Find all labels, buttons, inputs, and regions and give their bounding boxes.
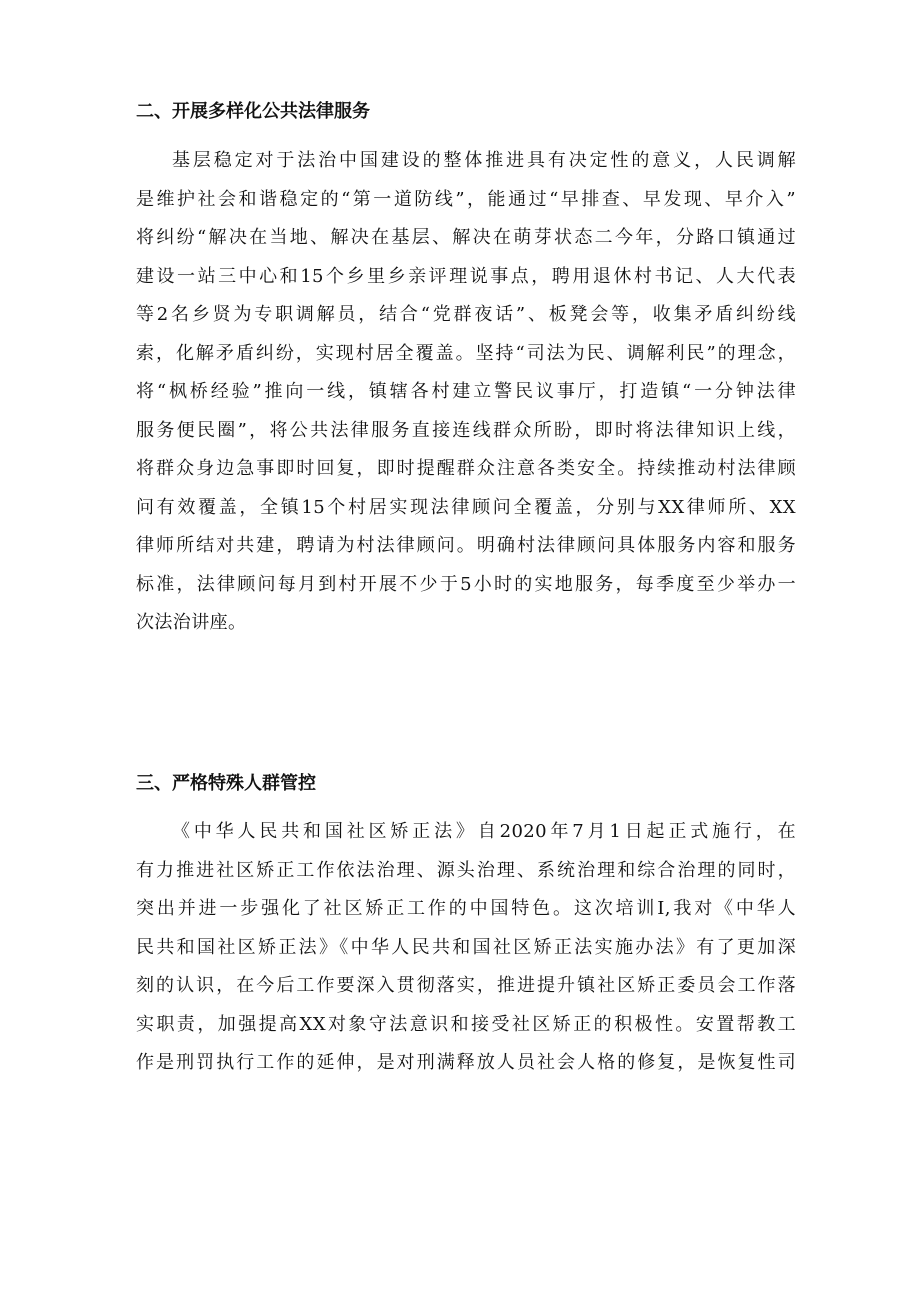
paragraph-line: 索，化解矛盾纠纷，实现村居全覆盖。坚持“司法为民、调解利民”的理念， [136,342,796,364]
section-heading-special-groups: 三、严格特殊人群管控 [136,773,316,794]
paragraph-line: 是维护社会和谐稳定的“第一道防线”，能通过“早排查、早发现、早介入” [136,188,796,210]
paragraph-line: 将群众身边急事即时回复，即时提醒群众注意各类安全。持续推动村法律顾 [136,458,796,479]
paragraph-special-groups [136,813,796,1083]
paragraph-line: 有力推进社区矫正工作依法治理、源头治理、系统治理和综合治理的同时， [136,859,796,881]
paragraph-line: 将“枫桥经验”推向一线，镇辖各村建立警民议事厅，打造镇“一分钟法律 [136,381,796,402]
paragraph-line: 民共和国社区矫正法》《中华人民共和国社区矫正法实施办法》有了更加深 [136,936,796,958]
paragraph-line: 等2名乡贤为专职调解员，结合“党群夜话”、板凳会等，收集矛盾纠纷线 [136,304,796,325]
paragraph-line: 将纠纷“解决在当地、解决在基层、解决在萌芽状态二今年，分路口镇通过 [136,227,796,248]
paragraph-line: 次法治讲座。 [136,612,247,633]
paragraph-line: 作是刑罚执行工作的延伸，是对刑满释放人员社会人格的修复，是恢复性司 [136,1052,796,1073]
paragraph-line: 《中华人民共和国社区矫正法》自2020年7月1日起正式施行，在 [172,821,796,842]
paragraph-line: 建设一站三中心和15个乡里乡亲评理说事点，聘用退休村书记、人大代表 [136,265,796,287]
paragraph-line: 服务便民圈”，将公共法律服务直接连线群众所盼，即时将法律知识上线， [136,419,796,441]
paragraph-line: 律师所结对共建，聘请为村法律顾问。明确村法律顾问具体服务内容和服务 [136,535,796,556]
paragraph-line: 实职责，加强提高XX对象守法意识和接受社区矫正的积极性。安置帮教工 [136,1013,796,1035]
paragraph-line: 标准，法律顾问每月到村开展不少于5小时的实地服务，每季度至少举办一 [136,573,796,595]
paragraph-line: 刻的认识，在今后工作要深入贯彻落实，推进提升镇社区矫正委员会工作落 [136,975,796,996]
paragraph-line: 问有效覆盖，全镇15个村居实现法律顾问全覆盖，分别与XX律师所、XX [136,496,796,518]
section-heading-legal-services: 二、开展多样化公共法律服务 [136,101,370,122]
paragraph-legal-services [136,142,796,643]
paragraph-line: 突出并进一步强化了社区矫正工作的中国特色。这次培训I,我对《中华人 [136,898,796,919]
paragraph-line: 基层稳定对于法治中国建设的整体推进具有决定性的意义，人民调解 [172,150,796,171]
